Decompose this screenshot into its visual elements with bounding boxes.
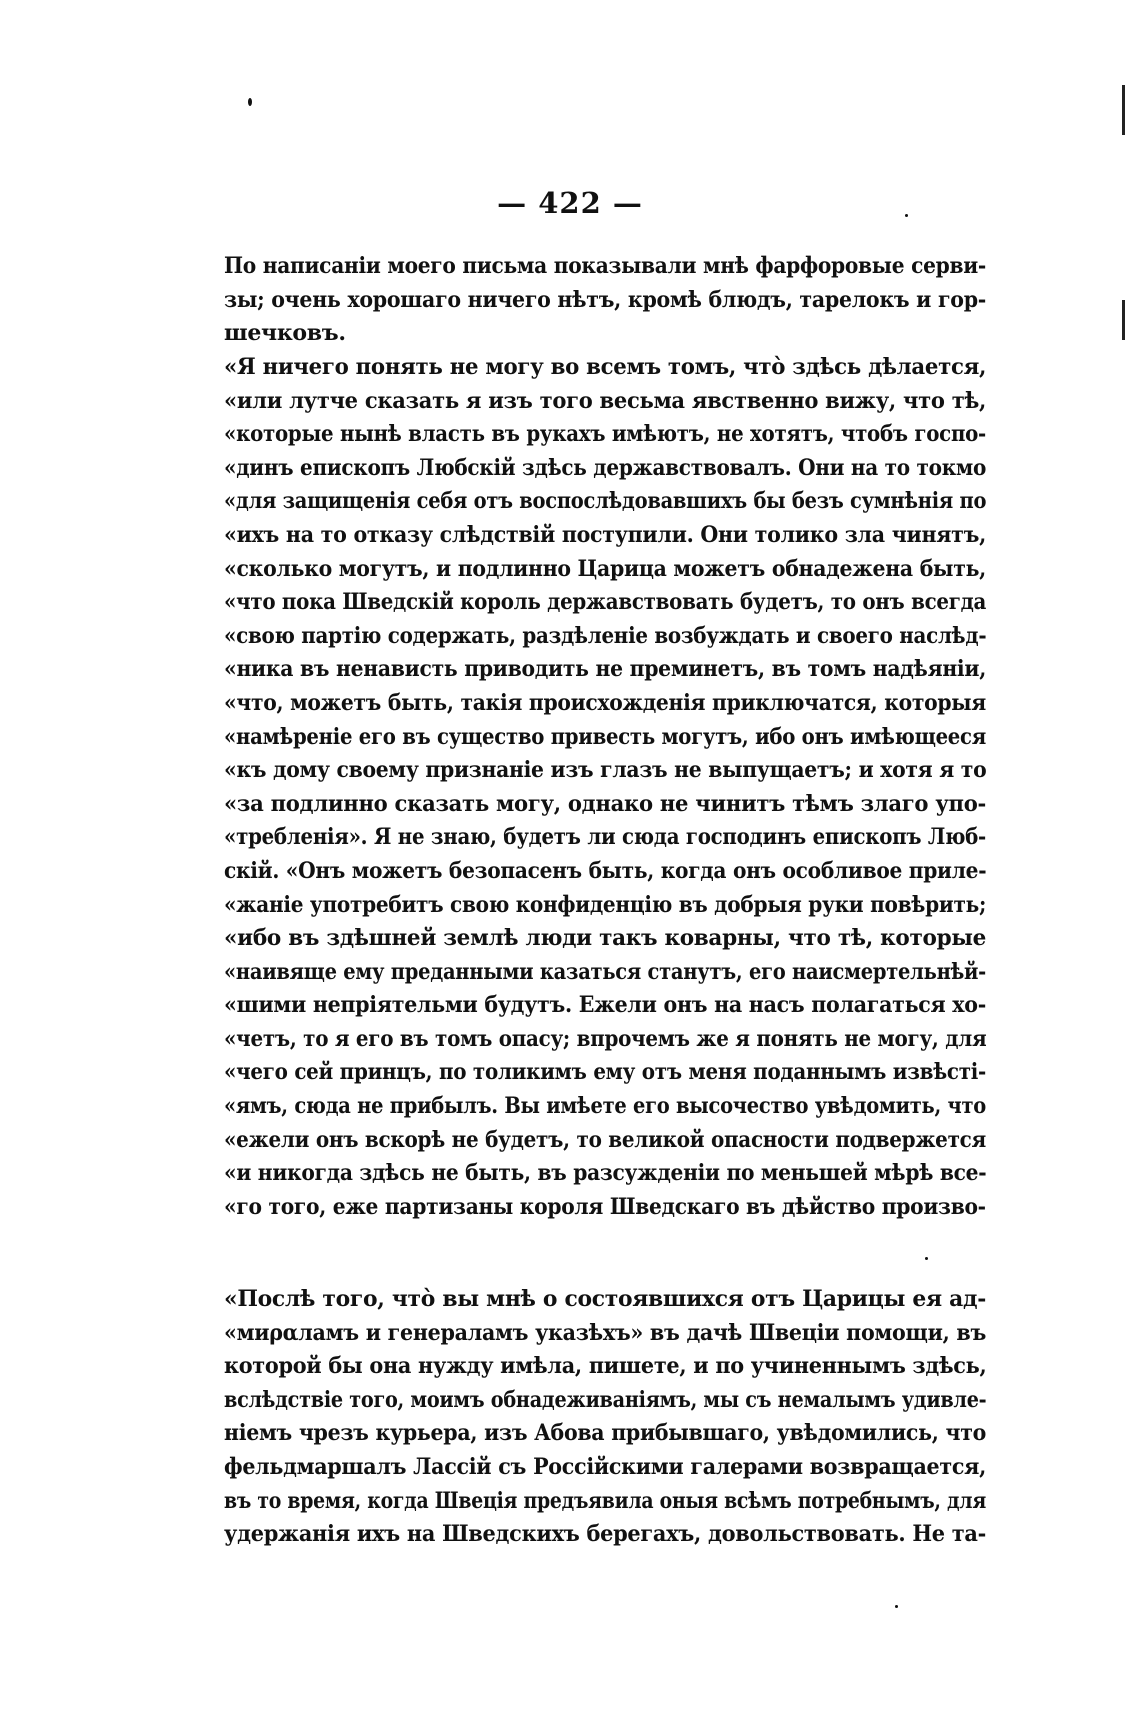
text-line: «ихъ на то отказу слѣдствій поступили. Они толико зла чинятъ,: [224, 521, 986, 548]
text-line: «Я ничего понять не могу во всемъ томъ, что̀ здѣсь дѣлается,: [224, 354, 987, 380]
text-line: «ибо въ здѣшней землѣ люди такъ коварны, что тѣ, которые: [224, 925, 986, 952]
text-line: «или лутче сказать я изъ того весьма явственно вижу, что тѣ,: [224, 387, 986, 414]
text-line: скій. «Онъ можетъ безопасенъ быть, когда онъ особливое прилe-: [224, 857, 987, 884]
text-line: «го того, еже партизаны короля Шведскаго въ дѣйство произво-: [224, 1193, 986, 1220]
text-line: «четъ, то я его въ томъ опасу; впрочемъ же я понять не могу, для: [224, 1025, 987, 1052]
text-line: «что, можетъ быть, такія происхожденія приключатся, которыя: [224, 689, 986, 716]
text-line: фельдмаршалъ Лассій съ Россійскими галерами возвращается,: [224, 1453, 986, 1480]
text-line: «миραламъ и генераламъ указѣхъ» въ дачѣ Швеціи помощи, въ: [224, 1319, 986, 1346]
text-line: «требленія». Я не знаю, будетъ ли сюда господинъ епископъ Люб-: [224, 824, 986, 851]
text-line: ніемъ чрезъ курьера, изъ Абова прибывшаго, увѣдомились, что: [224, 1420, 986, 1447]
text-line: шечковъ.: [224, 320, 346, 347]
text-line: «за подлинно сказать могу, однако не чинитъ тѣмъ злаго упо-: [224, 790, 986, 817]
text-line: вслѣдствіе того, моимъ обнадеживаніямъ, мы съ немалымъ удивле-: [224, 1386, 987, 1413]
text-line: «ежели онъ вскорѣ не будетъ, то великой опасности подвержется: [224, 1126, 986, 1153]
ink-speck: [248, 98, 252, 106]
text-line: «сколько могутъ, и подлинно Царица можетъ обнадежена быть,: [224, 555, 987, 582]
paragraph: [224, 250, 986, 351]
ink-speck: [925, 1257, 928, 1260]
paragraph-quote: [224, 351, 986, 1224]
text-line: «жаніе употребитъ свою конфиденцію въ добрыя руки повѣрить;: [224, 891, 987, 918]
text-line: «чего сей принцъ, по толикимъ ему отъ меня поданнымъ извѣсті-: [224, 1059, 986, 1086]
text-line: «для защищенія себя отъ воспослѣдовавшихъ бы безъ сумнѣнія по: [224, 488, 987, 515]
text-line: «шими непріятельми будутъ. Ежели онъ на насъ полагаться хо-: [224, 992, 986, 1019]
page-number: — 422 —: [497, 186, 643, 220]
text-line: «къ дому своему признаніе изъ глазъ не выпущаетъ; и хотя я то: [224, 757, 987, 784]
paragraph: [224, 1283, 986, 1552]
text-line: «и никогда здѣсь не быть, въ разсужденіи по меньшей мѣрѣ все-: [224, 1160, 987, 1187]
text-line: зы; очень хорошаго ничего нѣтъ, кромѣ блюдъ, тарелокъ и гор-: [224, 286, 986, 313]
text-line: «Послѣ того, что̀ вы мнѣ о состоявшихся отъ Царицы ея ад-: [224, 1286, 986, 1312]
text-line: По написаніи моего письма показывали мнѣ фарфоровые серви-: [224, 253, 986, 279]
page-edge-mark: [1122, 300, 1125, 340]
text-line: «наивяще ему преданными казаться станутъ, его наисмертельнѣй-: [224, 958, 986, 985]
text-line: «намѣреніе его въ существо привесть могутъ, ибо онъ имѣющееся: [224, 723, 986, 750]
text-line: «ника въ ненависть приводить не преминетъ, въ томъ надѣяніи,: [224, 656, 986, 683]
ink-speck: [895, 1605, 898, 1608]
text-line: «динъ епископъ Любскій здѣсь державствовалъ. Они на то токмо: [224, 454, 987, 481]
text-line: «свою партію содержать, раздѣленіе возбуждать и своего наслѣд-: [224, 622, 987, 649]
text-line: въ то время, когда Швеція предъявила оныя всѣмъ потребнымъ, для: [224, 1487, 986, 1514]
text-line: «что пока Шведскій король державствовать будетъ, то онъ всегда: [224, 589, 987, 616]
text-line: удержанія ихъ на Шведскихъ берегахъ, довольствовать. Не та-: [224, 1521, 987, 1548]
page-edge-mark: [1122, 85, 1125, 135]
text-line: «которые нынѣ власть въ рукахъ имѣютъ, не хотятъ, чтобъ госпо-: [224, 421, 986, 448]
text-line: которой бы она нужду имѣла, пишете, и по учиненнымъ здѣсь,: [224, 1353, 987, 1380]
text-line: «ямъ, сюда не прибылъ. Вы имѣете его высочество увѣдомить, что: [224, 1093, 986, 1120]
